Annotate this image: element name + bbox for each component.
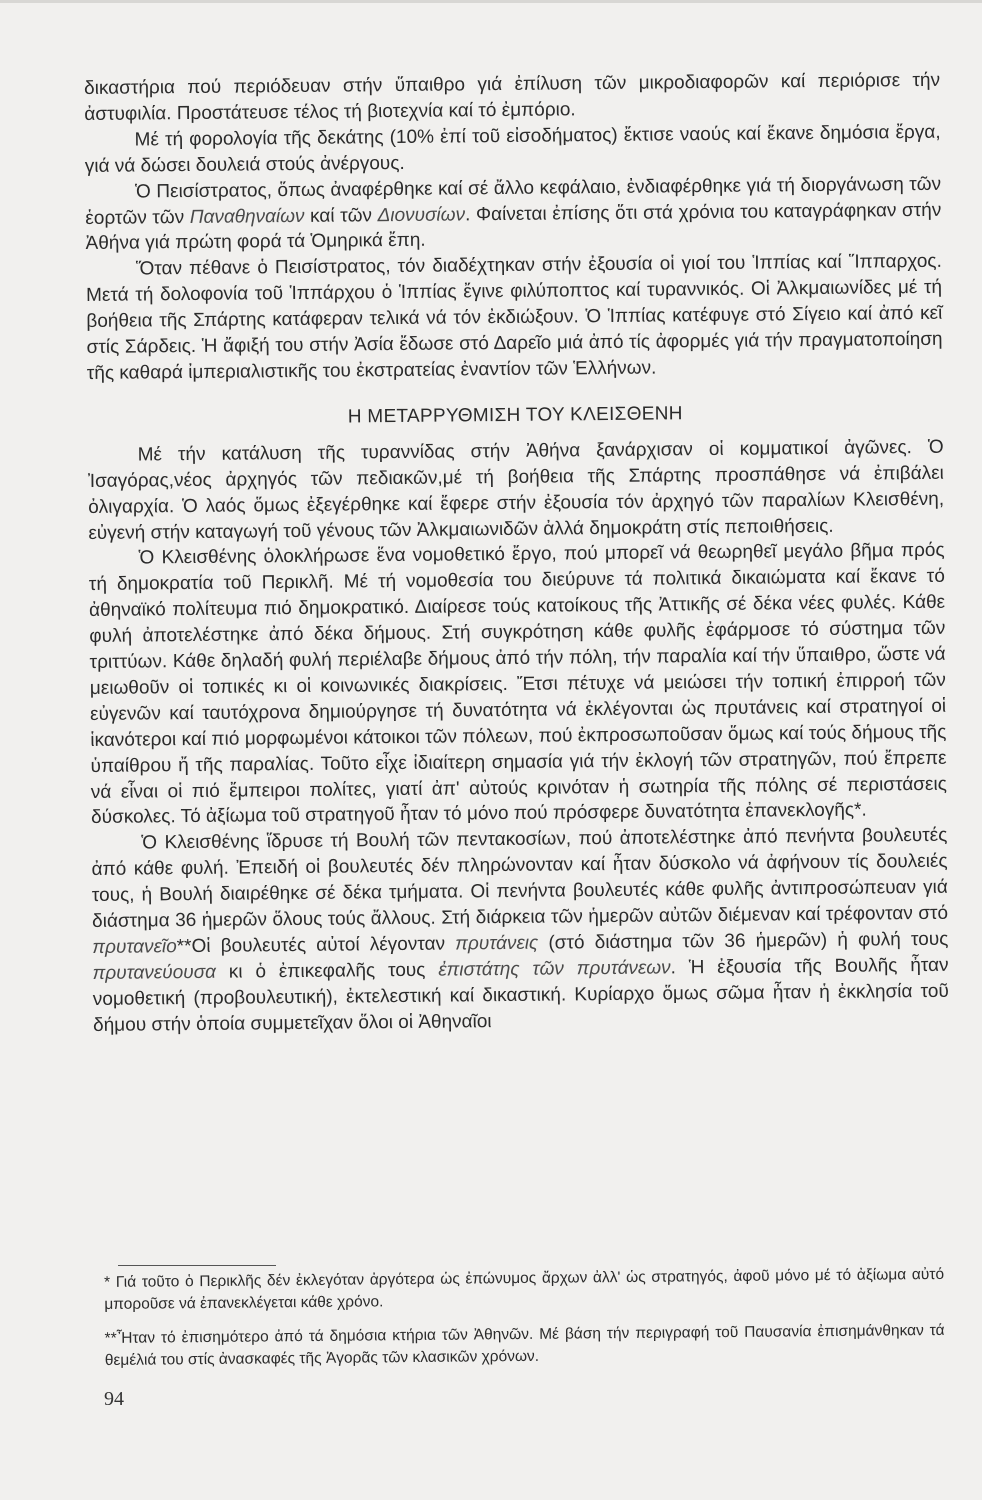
section-heading: Η ΜΕΤΑΡΡΥΘΜΙΣΗ ΤΟΥ ΚΛΕΙΣΘΕΝΗ bbox=[347, 403, 683, 428]
text-run: Ὁ Κλεισθένης ἵδρυσε τή Βουλή τῶν πεντακοσίων, πού ἀποτελέστηκε ἀπό πενήντα βουλευτές ἀπό κάθε φυλή. Ἐπειδή οἱ βουλευτές δέν πληρώνονταν καί ἦταν δύσκολο νά ἀφήνουν τίς δουλειές τους, ἡ Βουλή διαιρέθηκε σέ δέκα τμήματα. Οἱ πενήντα βουλευτές κάθε φυλῆς ἀντιπροσώπευαν γιά διάστημα 36 ἡμερῶν ὅλους τούς ἄλλους. Στή διάρκεια τῶν ἡμερῶν αὐτῶν διέμεναν καί τρέφονταν στό bbox=[91, 825, 949, 933]
page-number: 94 bbox=[104, 1388, 124, 1410]
paragraph-6: Ὁ Κλεισθένης ὁλοκλήρωσε ἕνα νομοθετικό ἔργο, πού μπορεῖ νά θεωρηθεῖ μεγάλο βῆμα πρός τή δημοκρατία τοῦ Περικλῆ. Μέ τή νομοθεσία του διεύρυνε τά πολιτικά δικαιώματα καί ἔκανε τό ἀθηναϊκό πολίτευμα πιό δημοκρατικό. Διαίρεσε τούς κατοίκους τῆς Ἀττικῆς σέ δέκα νέες φυλές. Κάθε φυλή ἀποτελέστηκε ἀπό δέκα δήμους. Στή συγκρότηση κάθε φυλῆς ἐφάρμοσε τό σύστημα τῶν τριττύων. Κάθε δηλαδή φυλή περιέλαβε δήμους ἀπό τήν πόλη, τήν παραλία καί τήν ὕπαιθρο, ὥστε νά μειωθοῦν οἱ τοπικές κι οἱ κοινωνικές διακρίσεις. Ἔτσι πέτυχε νά μειώσει τήν τοπική ἐπιρροή τῶν εὐγενῶν καί ταυτόχρονα δημιούργησε τή δυνατότητα νά ἐκλέγονται ὡς πρυτάνεις καί στρατηγοί οἱ ἱκανότεροι καί πιό μορφωμένοι κάτοικοι τῶν πόλεων, πού ἐκπροσωποῦσαν ὅμως καί τούς δήμους τῆς ὑπαίθρου ἤ τῆς παραλίας. Τοῦτο εἶχε ἰδιαίτερη σημασία γιά τήν ἐκλογή τῶν στρατηγῶν, πού ἔπρεπε νά εἶναι οἱ πιό ἔμπειροι πολίτες, γιατί ἀπ' αὐτούς κρινόταν ἡ σωτηρία τῆς πόλης σέ περιστάσεις δύσκολες. Τό ἀξίωμα τοῦ στρατηγοῦ ἦταν τό μόνο πού πρόσφερε δυνατότητα ἐπανεκλογῆς*. bbox=[88, 540, 947, 829]
italic-term: Διονυσίων bbox=[377, 203, 466, 226]
italic-term: ἐπιστάτης τῶν πρυτάνεων bbox=[438, 957, 671, 981]
paragraph-2: Μέ τή φορολογία τῆς δεκάτης (10% ἐπί τοῦ εἰσοδήματος) ἔκτισε ναούς καί ἔκανε δημόσια ἔργα, γιά νά δώσει δουλειά στούς ἀνέργους. bbox=[84, 121, 941, 177]
paragraph-7 bbox=[91, 823, 949, 1038]
paragraph-3 bbox=[85, 171, 942, 257]
italic-term: πρυτάνεις bbox=[455, 932, 539, 955]
text-run: (στό διάστημα τῶν 36 ἡμερῶν) ἡ φυλή τους bbox=[538, 928, 949, 954]
paragraph-4: Ὅταν πέθανε ὁ Πεισίστρατος, τόν διαδέχτηκαν στήν ἐξουσία οἱ γιοί του Ἱππίας καί Ἵππαρχος. Μετά τή δολοφονία τοῦ Ἱππάρχου ὁ Ἱππίας ἔγινε φιλύποπτος καί τυραννικός. Οἱ Ἀλκμαιωνίδες μέ τή βοήθεια τῆς Σπάρτης κατάφεραν τελικά νά τόν ἐκδιώξουν. Ὁ Ἱππίας κατέφυγε στό Σίγειο καί ἀπό κεῖ στίς Σάρδεις. Ἡ ἄφιξή του στήν Ἀσία ἔδωσε στό Δαρεῖο μιά ἀπό τίς ἀφορμές γιά τήν πραγματοποίηση τῆς καθαρά ἰμπεριαλιστικῆς του ἐκστρατείας ἐναντίον τῶν Ἑλλήνων. bbox=[86, 251, 943, 384]
paragraph-5: Μέ τήν κατάλυση τῆς τυραννίδας στήν Ἀθήνα ξανάρχισαν οἱ κομματικοί ἀγῶνες. Ὁ Ἰσαγόρας,νέος ἀρχηγός τῶν πεδιακῶν,μέ τή βοήθεια τῆς Σπάρτης προσπάθησε νά ἐπιβάλει ὀλιγαρχία. Ὁ λαός ὅμως ἐξεγέρθηκε καί ἔφερε στήν ἐξουσία τόν ἀρχηγό τῶν παραλίων Κλεισθένη, εὐγενή στήν καταγωγή τοῦ γένους τῶν Ἀλκμαιωνιδῶν ἀλλά δημοκράτη στίς πεποιθήσεις. bbox=[87, 436, 945, 544]
scan-edge bbox=[0, 0, 982, 3]
footnote-1: * Γιά τοῦτο ὁ Περικλῆς δέν ἐκλεγόταν ἀργότερα ὡς ἐπώνυμος ἄρχων ἀλλ' ὡς στρατηγός, ἀφοῦ μόνο μέ τό ἀξίωμα αὐτό μποροῦσε νά ἐπανεκλέγεται κάθε χρόνο. bbox=[104, 1265, 945, 1313]
paragraph-1: δικαστήρια πού περιόδευαν στήν ὕπαιθρο γιά ἐπίλυση τῶν μικροδιαφορῶν καί περιόρισε τήν ἀστυφιλία. Προστάτευσε τέλος τή βιοτεχνία καί τό ἐμπόριο. bbox=[84, 69, 941, 125]
text-run: . Φαίνεται ἐπίσης ὅτι στά χρόνια του καταγράφηκαν στήν Ἀθήνα γιά πρώτη φορά τά Ὁμηρικά ἔπη. bbox=[85, 199, 942, 255]
footnote-2: **Ἦταν τό ἐπισημότερο ἀπό τά δημόσια κτήρια τῶν Ἀθηνῶν. Μέ βάση τήν περιγραφή τοῦ Παυσανία ἐπισημάνθηκαν τά θεμέλιά του στίς ἀνασκαφές τῆς Ἀγορᾶς τῶν κλασικῶν χρόνων. bbox=[104, 1321, 945, 1369]
italic-term: πρυτανεῖο bbox=[92, 936, 177, 958]
text-run: καί τῶν bbox=[304, 204, 378, 227]
text-run: κι ὁ ἐπικεφαλῆς τους bbox=[215, 959, 439, 983]
text-run: **Οἱ βουλευτές αὐτοί λέγονταν bbox=[176, 933, 456, 958]
footnote-divider bbox=[118, 1265, 276, 1266]
text-run: Ὁ Πεισίστρατος, ὅπως ἀναφέρθηκε καί σέ ἄλλο κεφάλαιο, ἐνδιαφέρθηκε γιά τή διοργάνωση τῶν ἑορτῶν τῶν bbox=[85, 173, 942, 229]
main-text bbox=[84, 68, 949, 1039]
italic-term: Παναθηναίων bbox=[189, 205, 305, 228]
text-run: . Ἡ ἐξουσία τῆς Βουλῆς ἦταν νομοθετική (προβουλευτική), ἐκτελεστική καί δικαστική. Κυρίαρχο ὅμως σῶμα ἦταν ἡ ἐκκλησία τοῦ δήμου στήν ὁποία συμμετεῖχαν ὅλοι οἱ Ἀθηναῖοι bbox=[92, 954, 949, 1036]
footnotes bbox=[104, 1264, 945, 1384]
italic-term: πρυτανεύουσα bbox=[92, 961, 217, 984]
